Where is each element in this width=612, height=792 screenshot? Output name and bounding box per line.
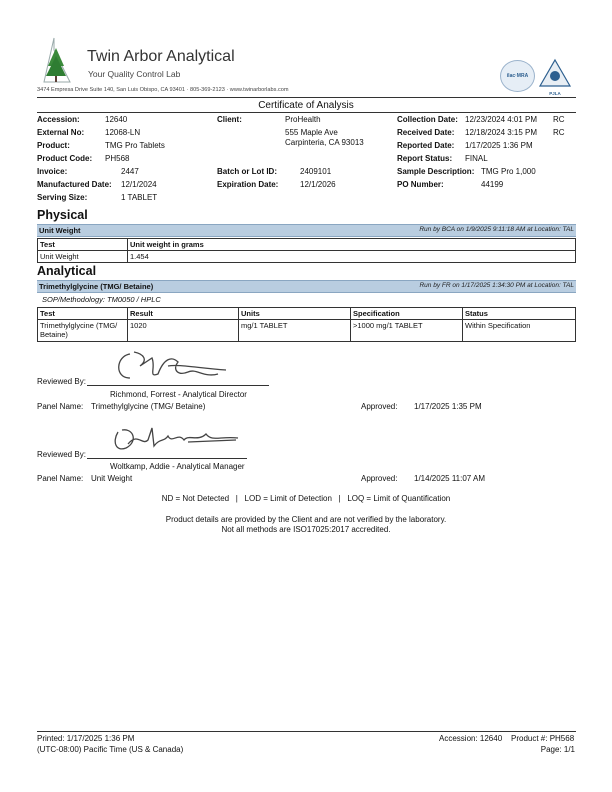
status-value: FINAL: [465, 154, 488, 163]
ilac-mra-badge: ilac·MRA: [500, 60, 535, 92]
reviewed-by-label-1: Reviewed By:: [37, 377, 86, 386]
cell-specification: >1000 mg/1 TABLET: [351, 320, 463, 342]
footer-accession: Accession: 12640: [439, 734, 503, 743]
product-code-value: PH568: [105, 154, 130, 163]
mfg-label: Manufactured Date:: [37, 180, 112, 189]
sop-methodology: SOP/Methodology: TM0050 / HPLC: [42, 295, 161, 304]
tree-logo-icon: [40, 36, 80, 86]
printed-timestamp: Printed: 1/17/2025 1:36 PM: [37, 734, 135, 743]
disclaimer-line-1: Product details are provided by the Client and are not verified by the laboratory.: [165, 515, 447, 524]
pjla-badge-text: PJLA: [549, 91, 561, 96]
signature-line-2: [87, 458, 247, 459]
analytical-panel-bar: [37, 280, 576, 293]
reported-value: 1/17/2025 1:36 PM: [465, 141, 533, 150]
received-label: Received Date:: [397, 128, 455, 137]
collection-by: RC: [553, 115, 565, 124]
cell-unit-weight: 1.454: [128, 251, 576, 263]
collection-label: Collection Date:: [397, 115, 458, 124]
table-row: [38, 320, 576, 342]
panel-name-1: Trimethylglycine (TMG/ Betaine): [91, 402, 206, 411]
physical-section-title: Physical: [37, 208, 88, 222]
approved-label-2: Approved:: [361, 474, 398, 483]
page-number: Page: 1/1: [540, 745, 575, 754]
col-test: Test: [38, 239, 128, 251]
cell-status: Within Specification: [463, 320, 576, 342]
status-label: Report Status:: [397, 154, 453, 163]
col-units: Units: [239, 308, 351, 320]
panel-name-2: Unit Weight: [91, 474, 133, 483]
signature-richmond-icon: [108, 348, 238, 384]
sample-label: Sample Description:: [397, 167, 475, 176]
cell-test: Unit Weight: [38, 251, 128, 263]
product-code-label: Product Code:: [37, 154, 93, 163]
col-unit-weight: Unit weight in grams: [128, 239, 576, 251]
product-value: TMG Pro Tablets: [105, 141, 165, 150]
approved-1: 1/17/2025 1:35 PM: [414, 402, 482, 411]
analytical-run-info: Run by FR on 1/17/2025 1:34:30 PM at Location: TAL: [419, 282, 574, 289]
table-header-row: [38, 308, 576, 320]
approved-2: 1/14/2025 11:07 AM: [414, 474, 486, 483]
physical-panel-bar: [37, 224, 576, 237]
po-label: PO Number:: [397, 180, 444, 189]
title-divider: [37, 112, 576, 113]
timezone: (UTC-08:00) Pacific Time (US & Canada): [37, 745, 184, 754]
accession-value: 12640: [105, 115, 128, 124]
serving-label: Serving Size:: [37, 193, 88, 202]
client-name: ProHealth: [285, 115, 321, 124]
col-status: Status: [463, 308, 576, 320]
approved-label-1: Approved:: [361, 402, 398, 411]
col-specification: Specification: [351, 308, 463, 320]
cell-test: Trimethylglycine (TMG/ Betaine): [38, 320, 128, 342]
expiration-label: Expiration Date:: [217, 180, 279, 189]
reviewed-by-label-2: Reviewed By:: [37, 450, 86, 459]
reviewer-1: Richmond, Forrest - Analytical Director: [110, 390, 247, 399]
reviewer-2: Woltkamp, Addie - Analytical Manager: [110, 462, 245, 471]
header-divider: [37, 97, 576, 98]
panel-name-label-2: Panel Name:: [37, 474, 84, 483]
company-tagline: Your Quality Control Lab: [88, 69, 181, 79]
received-value: 12/18/2024 3:15 PM: [465, 128, 538, 137]
expiration-value: 12/1/2026: [300, 180, 336, 189]
signature-line-1: [87, 385, 269, 386]
footer-divider: [37, 731, 576, 732]
col-test: Test: [38, 308, 128, 320]
client-address-1: 555 Maple Ave: [285, 128, 338, 137]
physical-run-info: Run by BCA on 1/9/2025 9:11:18 AM at Location: TAL: [419, 226, 574, 233]
analytical-panel-title: Trimethylglycine (TMG/ Betaine): [39, 282, 154, 291]
serving-value: 1 TABLET: [121, 193, 158, 202]
po-value: 44199: [481, 180, 504, 189]
pjla-accreditation-icon: [538, 58, 572, 92]
doc-title: Certificate of Analysis: [258, 100, 354, 111]
footer-product-no: Product #: PH568: [511, 734, 575, 743]
physical-table: [37, 238, 576, 263]
invoice-label: Invoice:: [37, 167, 68, 176]
collection-value: 12/23/2024 4:01 PM: [465, 115, 538, 124]
external-value: 12068-LN: [105, 128, 141, 137]
table-row: [38, 251, 576, 263]
disclaimer-line-2: Not all methods are ISO17025:2017 accredited.: [221, 525, 391, 534]
table-header-row: [38, 239, 576, 251]
accession-label: Accession:: [37, 115, 80, 124]
external-label: External No:: [37, 128, 85, 137]
reported-label: Reported Date:: [397, 141, 455, 150]
analytical-section-title: Analytical: [37, 264, 97, 278]
physical-panel-title: Unit Weight: [39, 226, 81, 235]
abbreviation-legend: ND = Not Detected | LOD = Limit of Detection | LOQ = Limit of Quantification: [161, 494, 451, 503]
product-label: Product:: [37, 141, 70, 150]
col-result: Result: [128, 308, 239, 320]
invoice-value: 2447: [121, 167, 139, 176]
company-name: Twin Arbor Analytical: [87, 48, 235, 65]
batch-value: 2409101: [300, 167, 332, 176]
batch-label: Batch or Lot ID:: [217, 167, 277, 176]
cell-result: 1020: [128, 320, 239, 342]
cell-units: mg/1 TABLET: [239, 320, 351, 342]
client-label: Client:: [217, 115, 242, 124]
panel-name-label-1: Panel Name:: [37, 402, 84, 411]
analytical-table: [37, 307, 576, 342]
mfg-value: 12/1/2024: [121, 180, 157, 189]
signature-woltkamp-icon: [108, 422, 243, 456]
client-address-2: Carpinteria, CA 93013: [285, 138, 364, 147]
company-address: 3474 Empresa Drive Suite 140, San Luis Obispo, CA 93401 · 805-369-2123 · www.twinarborlabs.com: [37, 87, 289, 93]
sample-value: TMG Pro 1,000: [481, 167, 536, 176]
received-by: RC: [553, 128, 565, 137]
